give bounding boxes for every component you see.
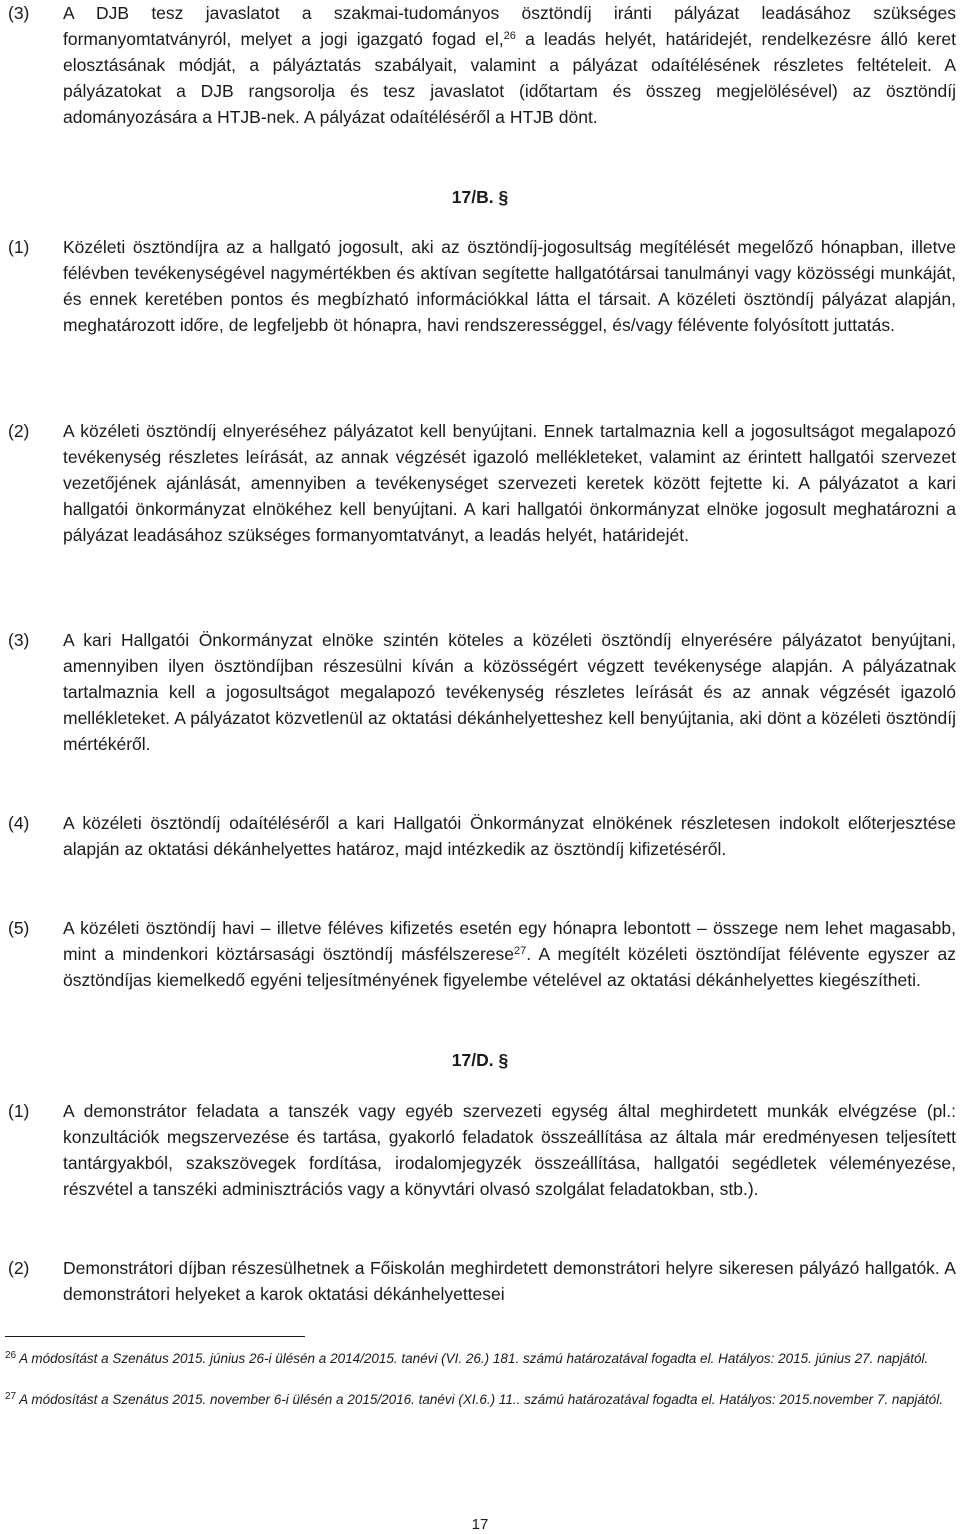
paragraph-text <box>63 915 956 993</box>
paragraph-text-part: A közéleti ösztöndíj havi – illetve féléves kifizetés esetén egy hónapra lebontott – összege nem lehet magasabb, mint a mindenkori köztársasági ösztöndíj másfélszerese <box>63 918 956 964</box>
footnote-27 <box>5 1391 955 1408</box>
paragraph-text-part: . A megítélt közéleti ösztöndíjat félévente egyszer az ösztöndíjas kiemelkedő egyéni teljesítményének figyelembe vételével az oktatási dékánhelyettes kiegészítheti. <box>63 944 956 990</box>
paragraph-number: (1) <box>8 1101 30 1121</box>
paragraph-number: (3) <box>8 3 30 23</box>
paragraph-text: Demonstrátori díjban részesülhetnek a Főiskolán meghirdetett demonstrátori helyre sikeresen pályázó hallgatók. A demonstrátori helyeket a karok oktatási dékánhelyettesei <box>63 1258 956 1304</box>
paragraph-number: (2) <box>8 421 30 441</box>
page-number: 17 <box>471 1516 489 1533</box>
paragraph-text <box>63 0 956 130</box>
paragraph-text: Közéleti ösztöndíjra az a hallgató jogosult, aki az ösztöndíj-jogosultság megítélését megelőző hónapban, illetve félévben tevékenységével nagymértékben és aktívan segítette hallgatótársai tanulmányi vagy közösségi munkáját, és ennek keretében pontos és megbízható információkkal látta el társait. A közéleti ösztöndíj pályázat alapján, meghatározott időre, de legfeljebb öt hónapra, havi rendszerességgel, és/vagy félévente folyósított juttatás. <box>63 237 956 335</box>
footnote-26 <box>5 1350 955 1367</box>
paragraph-text: A kari Hallgatói Önkormányzat elnöke szintén köteles a közéleti ösztöndíj elnyerésére pályázatot benyújtani, amennyiben ilyen ösztöndíjban részesülni kíván a közösségért végzett tevékenysége alapján. A pályázatnak tartalmaznia kell a jogosultságot megalapozó tevékenység részletes leírását és az annak végzését igazoló mellékleteket. A pályázatot közvetlenül az oktatási dékánhelyetteshez kell benyújtania, aki dönt a közéleti ösztöndíj mértékéről. <box>63 630 956 754</box>
footnote-number: 27 <box>5 1391 17 1402</box>
footnote-text: A módosítást a Szenátus 2015. június 26-i ülésén a 2014/2015. tanévi (VI. 26.) 181. számú határozatával fogadta el. Hatályos: 2015. június 27. napjától. <box>19 1351 929 1366</box>
footnote-text: A módosítást a Szenátus 2015. november 6-i ülésén a 2015/2016. tanévi (XI.6.) 11.. számú határozatával fogadta el. Hatályos: 2015.november 7. napjától. <box>19 1392 943 1407</box>
section-heading-17d: 17/D. § <box>451 1050 509 1070</box>
paragraph-number: (2) <box>8 1258 30 1278</box>
section-heading-17b: 17/B. § <box>451 187 509 207</box>
footnote-number: 26 <box>5 1350 17 1361</box>
paragraph-number: (5) <box>8 918 30 938</box>
footnote-separator <box>5 1336 305 1337</box>
footnote-reference-27[interactable]: 27 <box>514 945 527 957</box>
paragraph-text: A közéleti ösztöndíj elnyeréséhez pályázatot kell benyújtani. Ennek tartalmaznia kell a jogosultságot megalapozó tevékenység részletes leírását, az annak végzését igazoló mellékleteket, valamint az érintett hallgatói szervezet vezetőjének ajánlását, amennyiben a tevékenységet szervezeti keretek között fejtette ki. A pályázatot a kari hallgatói önkormányzat elnökéhez kell benyújtani. A kari hallgatói önkormányzat elnöke jogosult meghatározni a pályázat leadásához szükséges formanyomtatványt, a leadás helyét, határidejét. <box>63 421 956 545</box>
paragraph-number: (1) <box>8 237 30 257</box>
paragraph-text-part: a leadás helyét, határidejét, rendelkezésre álló keret elosztásának módját, a pályáztatás szabályait, valamint a pályázat odaítélésének részletes feltételeit. A pályázatokat a DJB rangsorolja és tesz javaslatot (időtartam és összeg megjelölésével) az ösztöndíj adományozására a HTJB-nek. A pályázat odaítéléséről a HTJB dönt. <box>63 29 956 127</box>
paragraph-number: (3) <box>8 630 30 650</box>
paragraph-text: A demonstrátor feladata a tanszék vagy egyéb szervezeti egység által meghirdetett munkák elvégzése (pl.: konzultációk megszervezése és tartása, gyakorló feladatok összeállítása az általa már eredményesen teljesített tantárgyakból, szakszövegek fordítása, irodalomjegyzék összeállítása, hallgatói segédletek véleményezése, részvétel a tanszéki adminisztrációs vagy a könyvtári olvasó szolgálat feladatokban, stb.). <box>63 1101 956 1199</box>
paragraph-number: (4) <box>8 813 30 833</box>
paragraph-text-part: A DJB tesz javaslatot a szakmai-tudományos ösztöndíj iránti pályázat leadásához szükséges formanyomtatványról, melyet a jogi igazgató fogad el, <box>63 3 956 49</box>
paragraph-text: A közéleti ösztöndíj odaítéléséről a kari Hallgatói Önkormányzat elnökének részletesen indokolt előterjesztése alapján az oktatási dékánhelyettes határoz, majd intézkedik az ösztöndíj kifizetéséről. <box>63 813 956 859</box>
footnote-reference-26[interactable]: 26 <box>503 30 516 42</box>
